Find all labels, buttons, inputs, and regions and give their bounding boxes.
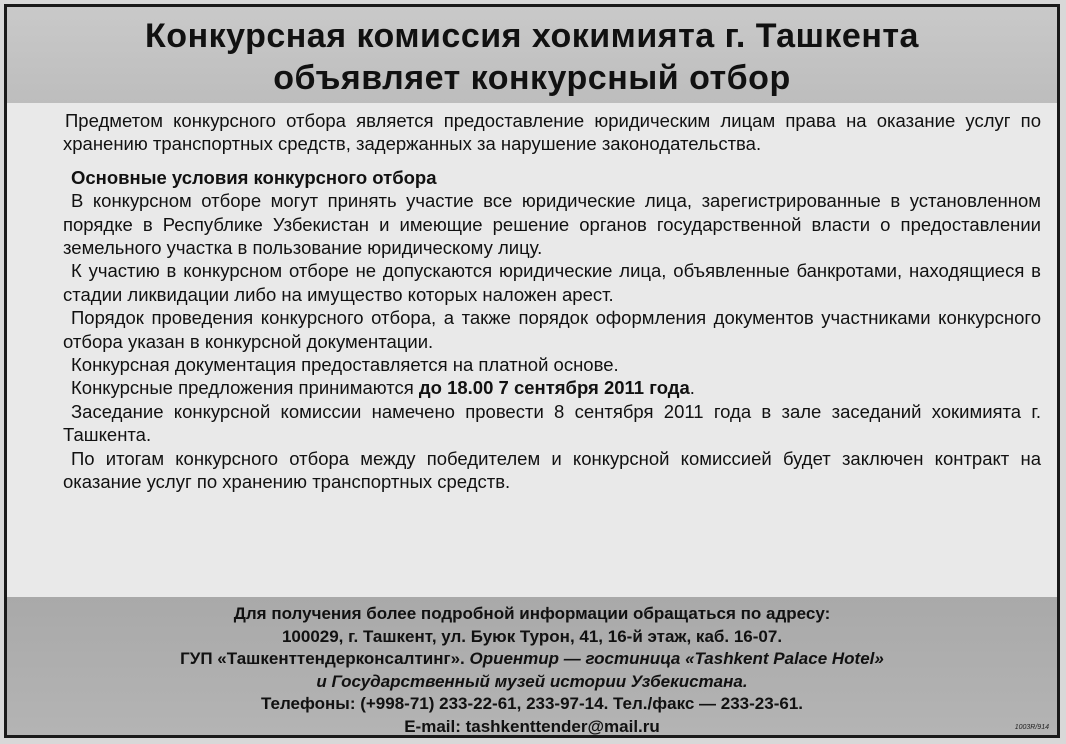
footer-line-info: Для получения более подробной информации обращаться по адресу:: [233, 604, 831, 623]
announcement-title: [7, 7, 1057, 99]
landmark-hotel: Ориентир — гостиница «Tashkent Palace Hotel»: [469, 649, 884, 668]
footer-line-phones: Телефоны: (+998-71) 233-22-61, 233-97-14. Тел./факс — 233-23-61.: [260, 694, 804, 713]
paragraph-procedure: Порядок проведения конкурсного отбора, а также порядок оформления документов участниками конкурсного отбора указан в конкурсной документации.: [63, 307, 1041, 352]
footer-line-landmark: и Государственный музей истории Узбекистана.: [316, 671, 748, 691]
paragraph-participants: В конкурсном отборе могут принять участие все юридические лица, зарегистрированные в установленном порядке в Республике Узбекистан и имеющие решение органов государственной власти о предоставлении земельного участка в пользование юридическому лицу.: [63, 190, 1041, 259]
deadline-suffix: .: [689, 377, 695, 399]
title-line-2: объявляет конкурсный отбор: [273, 59, 791, 97]
deadline-date: до 18.00 7 сентября 2011 года: [418, 377, 690, 399]
footer-line-address: 100029, г. Ташкент, ул. Буюк Турон, 41, 16-й этаж, каб. 16-07.: [281, 626, 783, 646]
title-line-1: Конкурсная комиссия хокимията г. Ташкента: [145, 17, 919, 55]
announcement-body: [63, 109, 1041, 494]
footer-line-organization: [7, 648, 1057, 671]
footer-line-email: E-mail: tashkenttender@mail.ru: [404, 716, 660, 736]
conditions-heading: Основные условия конкурсного отбора: [71, 166, 437, 188]
paragraph-deadline: [63, 376, 1041, 399]
organization-name: ГУП «Ташкенттендерконсалтинг».: [180, 649, 470, 668]
print-stamp: 1003R/914: [1014, 724, 1049, 731]
paragraph-documentation: Конкурсная документация предоставляется на платной основе.: [71, 354, 619, 376]
announcement-header: [7, 7, 1057, 103]
deadline-prefix: Конкурсные предложения принимаются: [71, 377, 419, 399]
contact-footer: [7, 597, 1057, 735]
paragraph-exclusions: К участию в конкурсном отборе не допускаются юридические лица, объявленные банкротами, находящиеся в стадии ликвидации либо на имущество которых наложен арест.: [63, 260, 1041, 305]
announcement-frame: [4, 4, 1060, 738]
intro-paragraph: Предметом конкурсного отбора является предоставление юридическим лицам права на оказание услуг по хранению транспортных средств, задержанных за нарушение законодательства.: [63, 110, 1041, 155]
paragraph-contract: По итогам конкурсного отбора между победителем и конкурсной комиссией будет заключен контракт на оказание услуг по хранению транспортных средств.: [63, 447, 1041, 493]
paragraph-meeting: Заседание конкурсной комиссии намечено провести 8 сентября 2011 года в зале заседаний хокимията г. Ташкента.: [63, 400, 1041, 446]
